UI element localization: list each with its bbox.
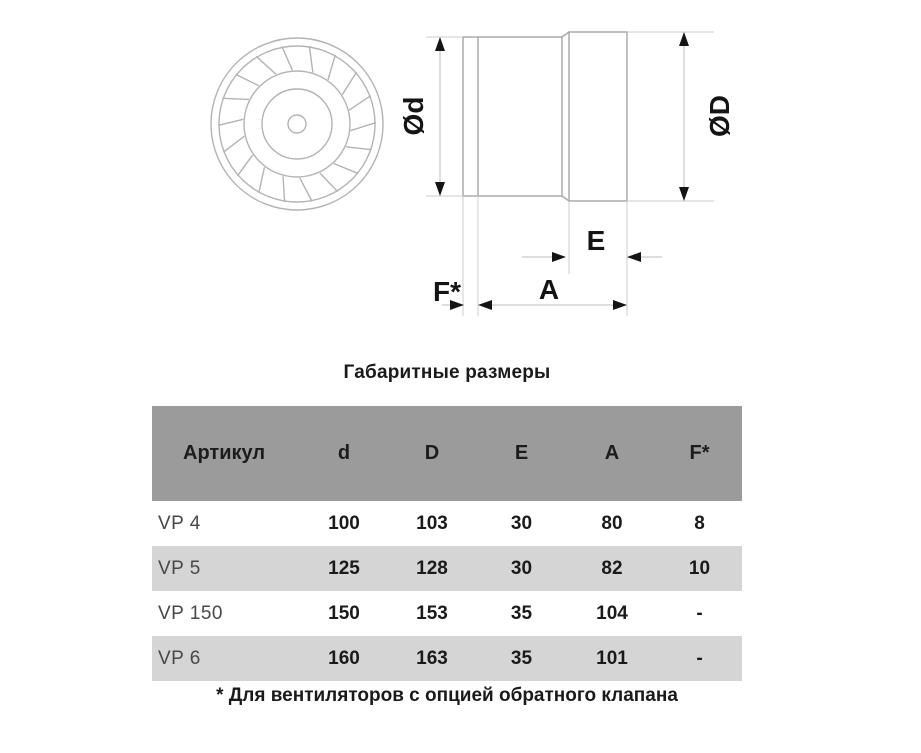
dimensions-table	[152, 406, 742, 681]
column-header-article: Артикул	[152, 406, 300, 501]
article-cell: VP 5	[158, 557, 201, 579]
value-cell: 35	[510, 602, 533, 624]
column-header-A: A	[567, 406, 657, 501]
table-header-row	[152, 406, 742, 501]
column-header-E: E	[476, 406, 567, 501]
footnote: * Для вентиляторов с опцией обратного клапана	[216, 685, 678, 706]
value-cell: 82	[601, 557, 623, 579]
article-cell: VP 6	[158, 647, 201, 669]
article-cell: VP 150	[158, 602, 223, 624]
value-cell: 80	[601, 512, 623, 534]
fan-outer-rim	[211, 38, 383, 210]
value-cell: 153	[416, 602, 448, 624]
value-cell: 128	[416, 557, 448, 579]
value-cell: 8	[694, 512, 705, 534]
value-cell: 100	[328, 512, 360, 534]
fan-hub-outer	[244, 71, 350, 177]
dim-label-flange-depth: E	[586, 225, 606, 256]
table-row	[152, 591, 742, 636]
column-header-D: D	[388, 406, 476, 501]
dim-label-inner-diameter: Ød	[398, 96, 429, 136]
fan-inner-rim	[219, 46, 375, 202]
table-row	[152, 501, 742, 546]
technical-drawing	[0, 0, 921, 340]
value-cell: 30	[510, 512, 533, 534]
table-row	[152, 546, 742, 591]
column-header-d: d	[300, 406, 388, 501]
value-cell: 104	[596, 602, 628, 624]
table-row	[152, 636, 742, 681]
fan-blades	[218, 43, 379, 204]
table-title: Габаритные размеры	[343, 362, 551, 383]
article-cell: VP 4	[158, 512, 201, 534]
value-cell: 103	[416, 512, 448, 534]
dim-label-outer-diameter: ØD	[704, 95, 735, 137]
fan-front-view	[211, 38, 383, 210]
dim-label-lip-width: F*	[433, 276, 461, 307]
fan-center-hole	[288, 115, 306, 133]
value-cell: 150	[328, 602, 360, 624]
value-cell: 10	[688, 557, 711, 579]
side-flange	[569, 32, 627, 201]
dim-label-body-length: A	[538, 274, 560, 305]
fan-hub-inner	[262, 89, 332, 159]
column-header-F: F*	[657, 406, 742, 501]
fan-side-view	[463, 32, 627, 201]
value-cell: 125	[328, 557, 360, 579]
value-cell: 101	[596, 647, 628, 669]
value-cell: 35	[510, 647, 533, 669]
value-cell: -	[696, 647, 703, 669]
value-cell: -	[696, 602, 703, 624]
value-cell: 163	[416, 647, 448, 669]
value-cell: 160	[328, 647, 360, 669]
value-cell: 30	[510, 557, 533, 579]
